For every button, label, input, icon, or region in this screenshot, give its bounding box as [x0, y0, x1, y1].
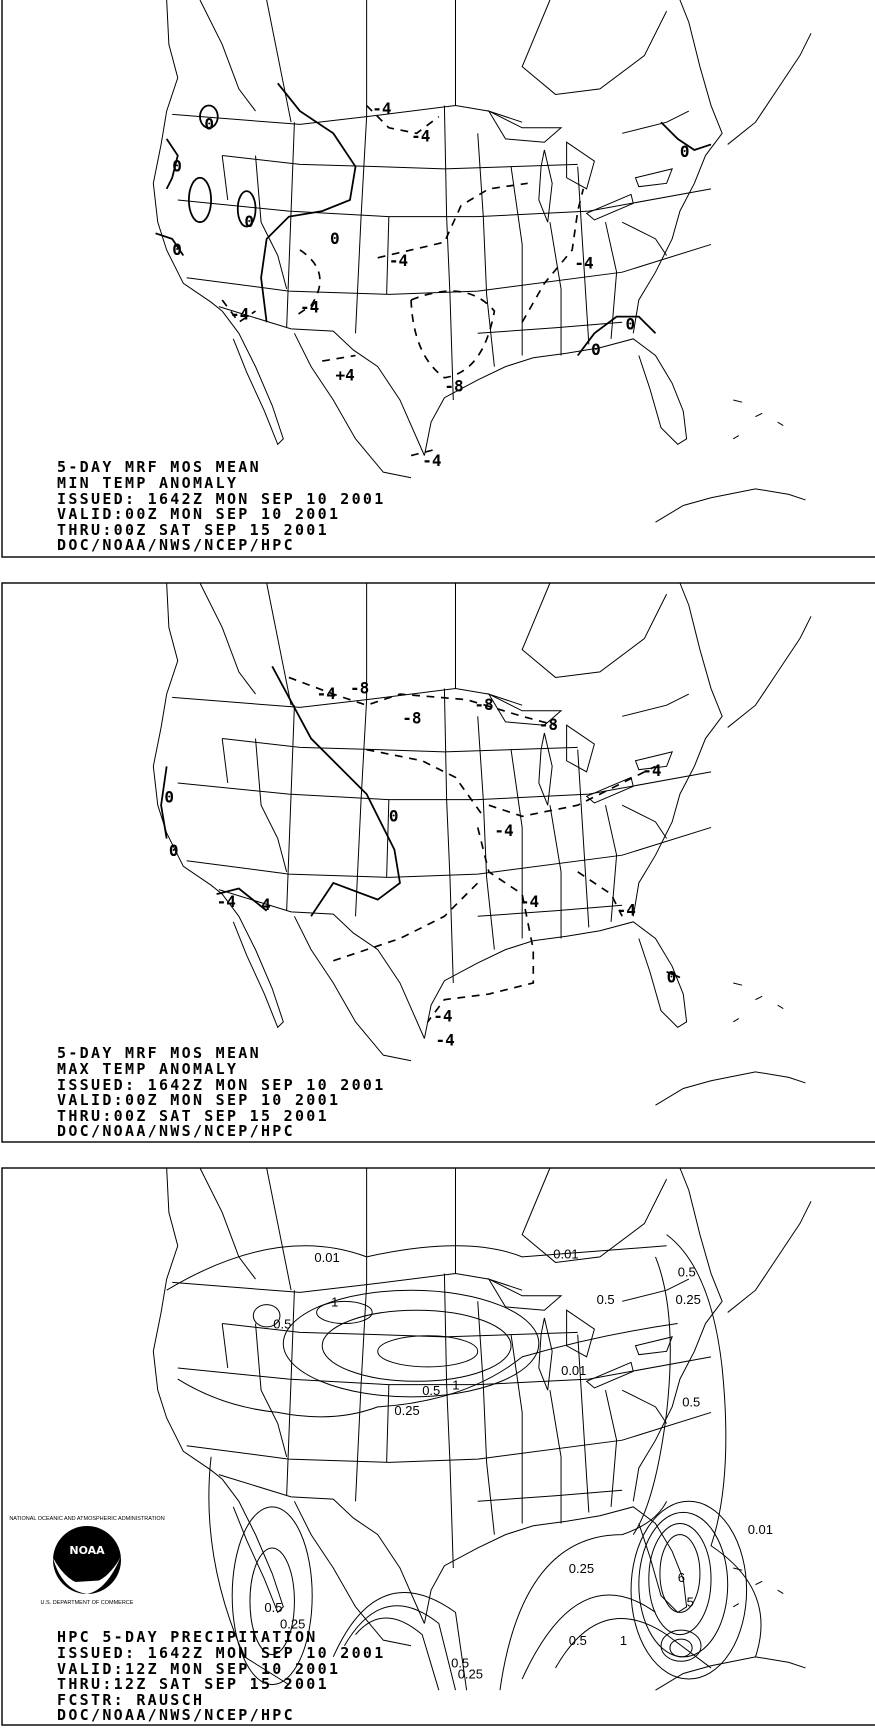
max-temp-caption-line: THRU:00Z SAT SEP 15 2001 [57, 1107, 329, 1125]
precipitation-contours [167, 1235, 761, 1691]
min-temp-contour-label: +4 [335, 365, 355, 385]
precipitation-contour-label: 6 [677, 1569, 685, 1585]
max-temp-contour-label: -4 [519, 891, 540, 911]
anomaly-contours-dashed [289, 677, 656, 1021]
precipitation-contour-label: 0.01 [553, 1246, 579, 1262]
precipitation-caption-line: VALID:12Z MON SEP 10 2001 [57, 1660, 341, 1678]
min-temp-contour-label: 0 [625, 314, 636, 334]
min-temp-caption-line: MIN TEMP ANOMALY [57, 474, 239, 492]
max-temp-contour-label: 0 [164, 787, 175, 807]
max-temp-contour-label: -8 [474, 695, 494, 715]
precipitation-contour-label: 0.5 [451, 1655, 470, 1671]
noaa-logo [53, 1526, 121, 1594]
min-temp-contour-label: 0 [330, 228, 340, 248]
max-temp-contour-label: -4 [433, 1006, 453, 1026]
precipitation-contour-label: 0.5 [677, 1264, 696, 1280]
max-temp-caption-line: DOC/NOAA/NWS/NCEP/HPC [57, 1122, 295, 1140]
min-temp-caption-line: DOC/NOAA/NWS/NCEP/HPC [57, 536, 295, 554]
precipitation-contour-label: 0.01 [747, 1522, 774, 1538]
min-temp-caption-line: 5-DAY MRF MOS MEAN [57, 458, 261, 476]
max-temp-contour-label: -4 [616, 900, 636, 920]
precipitation-caption-line: DOC/NOAA/NWS/NCEP/HPC [57, 1706, 295, 1724]
precipitation-caption-line: HPC 5-DAY PRECIPITATION [57, 1628, 318, 1646]
max-temp-contour-label: -8 [402, 708, 422, 728]
max-temp-contour-label: -4 [642, 760, 662, 780]
precipitation-contour-label: 0.01 [561, 1363, 587, 1379]
precipitation-contour-label: 0.25 [457, 1666, 484, 1682]
noaa-logo-ring-top: NATIONAL OCEANIC AND ATMOSPHERIC ADMINISTRATION [9, 1516, 165, 1522]
max-temp-contour-label: 0 [168, 840, 179, 860]
min-temp-contour-label: -4 [388, 251, 409, 271]
max-temp-caption-line: 5-DAY MRF MOS MEAN [57, 1044, 261, 1062]
contour-labels [164, 99, 773, 1682]
max-temp-caption-line: VALID:00Z MON SEP 10 2001 [57, 1091, 341, 1109]
min-temp-contour-label: -4 [411, 126, 431, 146]
min-temp-caption-line: THRU:00Z SAT SEP 15 2001 [57, 521, 329, 539]
precipitation-contour-label: 0.5 [422, 1383, 441, 1399]
anomaly-contours-dashed [222, 106, 583, 456]
precipitation-contour-label: 0.5 [273, 1316, 292, 1332]
min-temp-caption-line: ISSUED: 1642Z MON SEP 10 2001 [57, 490, 386, 508]
precipitation-caption-line: FCSTR: RAUSCH [57, 1691, 205, 1709]
max-temp-caption-line: MAX TEMP ANOMALY [57, 1060, 239, 1078]
min-temp-contour-label: 0 [591, 340, 601, 359]
precipitation-contour-label: 1 [331, 1294, 339, 1310]
precipitation-contour-label: 0.5 [568, 1633, 587, 1649]
precipitation-contour-label: 1 [452, 1377, 460, 1393]
precipitation-caption-line: ISSUED: 1642Z MON SEP 10 2001 [57, 1644, 386, 1662]
min-temp-contour-label: 0 [172, 240, 182, 259]
min-temp-contour-label: -4 [230, 304, 250, 324]
precipitation-map [153, 1168, 811, 1690]
max-temp-contour-label: -4 [494, 820, 514, 840]
max-temp-contour-label: 4 [261, 895, 271, 915]
min-temp-contour-label: -4 [372, 98, 392, 118]
min-temp-contour-label: 0 [204, 114, 215, 134]
noaa-logo-ring-bottom: U.S. DEPARTMENT OF COMMERCE [40, 1600, 134, 1606]
min-temp-contour-label: 0 [172, 156, 182, 176]
min-temp-contour-label: -4 [574, 253, 594, 273]
max-temp-contour-label: -8 [538, 715, 559, 735]
precipitation-contour-label: 0.25 [568, 1561, 595, 1576]
max-temp-contour-label: 0 [666, 967, 677, 987]
max-temp-contour-label: 0 [388, 806, 399, 826]
basemap-outline [153, 0, 811, 522]
precipitation-contour-label: 0.25 [675, 1292, 701, 1308]
max-temp-map [153, 583, 811, 1105]
max-temp-contour-label: -4 [216, 891, 236, 911]
precipitation-contour-label: 0.5 [264, 1599, 283, 1615]
min-temp-contour-label: -8 [444, 376, 464, 396]
precipitation-caption-line: THRU:12Z SAT SEP 15 2001 [57, 1675, 329, 1693]
noaa-logo-word: NOAA [69, 1544, 105, 1557]
min-temp-caption-line: VALID:00Z MON SEP 10 2001 [57, 505, 341, 523]
precipitation-contour-label: 5 [686, 1594, 694, 1610]
basemap-outline [153, 1168, 811, 1690]
precipitation-contour-label: 0.01 [314, 1249, 340, 1265]
precipitation-contour-label: 0.5 [682, 1394, 701, 1410]
precipitation-contour-label: 0.5 [596, 1292, 615, 1308]
max-temp-contour-label: -8 [350, 678, 370, 698]
precipitation-contour-label: 0.25 [394, 1403, 420, 1419]
max-temp-contour-label: -4 [316, 684, 336, 704]
min-temp-contour-label: 0 [679, 142, 690, 162]
min-temp-map [153, 0, 811, 522]
precipitation-contour-label: 1 [619, 1633, 628, 1649]
precipitation-contour-label: 0.25 [280, 1616, 306, 1632]
min-temp-contour-label: 0 [244, 212, 255, 232]
max-temp-caption-line: ISSUED: 1642Z MON SEP 10 2001 [57, 1076, 386, 1094]
min-temp-contour-label: -4 [300, 297, 320, 317]
max-temp-contour-label: -4 [435, 1030, 455, 1050]
min-temp-contour-label: -4 [422, 451, 442, 471]
